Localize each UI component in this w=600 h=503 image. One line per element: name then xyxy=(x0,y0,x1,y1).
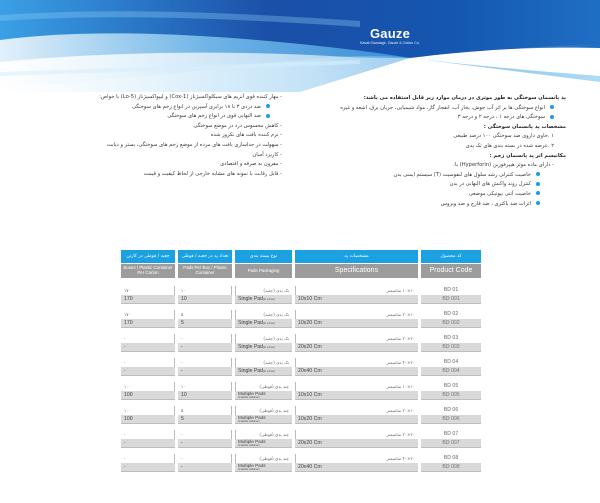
table-row xyxy=(121,430,484,448)
table-body xyxy=(121,286,484,472)
cell-pads: ۱۰ 10 xyxy=(178,382,232,400)
cell-packaging: تک پدی (جعبه) Single Pad(in a box) xyxy=(235,310,292,328)
cell-product-code: BD 01 BD 001 xyxy=(421,286,481,304)
wave-background xyxy=(0,0,600,92)
header-packaging: نوع بسته بندی Pads Packaging xyxy=(235,250,292,278)
property-item: - کاربرد آسان xyxy=(252,151,282,158)
cell-product-code: BD 08 BD 008 xyxy=(421,454,481,472)
spec-item: ۲ .عرضه شده در بسته بندی های تک پدی xyxy=(465,142,554,149)
bullet-icon xyxy=(266,114,270,118)
cell-product-code: BD 05 BD 005 xyxy=(421,382,481,400)
usage-item: سوختگی های درجه ۱ ، درجه ۲ و درجه ۳ xyxy=(276,113,566,123)
cell-specification: ۱۰×۱۰ سانتیمتر 10x10 Cm xyxy=(295,382,418,400)
table-row xyxy=(121,286,484,304)
specs-title: مشخصات پد پانسمان سوختگی : xyxy=(483,123,566,130)
usage-item: انواع سوختگی ها بر اثر آب جوش، بخار آب، انفجار گاز، مواد شیمیایی، جریان برق، اشعه و غیره xyxy=(276,104,566,114)
cell-pads: ۱۰ 10 xyxy=(178,286,232,304)
bullet-icon xyxy=(536,191,540,195)
cell-boxes: ۱۷۰ 170 xyxy=(121,310,175,328)
cell-packaging: چند پدی (قوطی) Multiple Pads (in plastic container) xyxy=(235,382,292,400)
property-item: - نرم کننده بافت های نکروز شده xyxy=(210,132,282,139)
cell-boxes: - - xyxy=(121,454,175,472)
cell-boxes: ۱۰۰ 100 xyxy=(121,406,175,424)
cell-product-code: BD 02 BD 002 xyxy=(421,310,481,328)
mechanism-item: خاصیت کنترلی رشد سلول های لنفوسیت (T) سیستم ایمنی بدن xyxy=(276,171,566,181)
table-row xyxy=(121,454,484,472)
cell-packaging: چند پدی (قوطی) Multiple Pads (in plastic container) xyxy=(235,430,292,448)
property-item: - سهولت در جداسازی بافت های مرده از موضع زخم های سوختگی، بستر و دیابت xyxy=(106,141,282,148)
cell-boxes: ۱۷۰ 170 xyxy=(121,286,175,304)
table-row xyxy=(121,310,484,328)
header-boxes-per-carton: جعبه / قوطی در کارتن Boxes / Plastic Container Per Carton xyxy=(121,250,175,278)
usage-intro: پد پانسمان سوختگی به طور موثری در درمان موارد زیر قابل استفاده می باشد: xyxy=(363,95,566,101)
cell-specification: ۲۰×۴۰ سانتیمتر 20x40 Cm xyxy=(295,358,418,376)
cell-boxes: - - xyxy=(121,430,175,448)
cell-product-code: BD 04 BD 004 xyxy=(421,358,481,376)
header-specifications: مشخصات پد Specifications xyxy=(295,250,418,278)
spec-item: ۱ .حاوی داروی ضد سوختگی ۱۰۰ درصد طبیعی xyxy=(453,133,554,140)
mechanism-intro: - دارای ماده موثر هیپرفورین (Hyperforin) با: xyxy=(453,162,554,169)
brand xyxy=(330,26,450,45)
property-item: - قابل رقابت با نمونه های مشابه خارجی از لحاظ کیفیت و قیمت xyxy=(143,170,282,177)
property-item: - مقرون به صرفه و اقتصادی xyxy=(220,161,282,168)
cell-product-code: BD 03 BD 003 xyxy=(421,334,481,352)
product-table xyxy=(121,250,484,472)
cell-specification: ۱۰×۲۰ سانتیمتر 10x20 Cm xyxy=(295,406,418,424)
cell-specification: ۲۰×۲۰ سانتیمتر 20x20 Cm xyxy=(295,334,418,352)
brand-title: Gauze xyxy=(369,26,410,41)
properties-intro: - مهار کننده قوی آنزیم های سیکلواکسیژناز (Cox-1) و لیپواکسیژناز (Lo-5) با خواص: xyxy=(99,94,282,100)
properties-section xyxy=(12,93,282,179)
cell-pads: ۵ 5 xyxy=(178,310,232,328)
cell-pads: - - xyxy=(178,334,232,352)
table-row xyxy=(121,334,484,352)
cell-specification: ۱۰×۱۰ سانتیمتر 10x10 Cm xyxy=(295,286,418,304)
cell-boxes: - - xyxy=(121,358,175,376)
mechanism-item: اثرات ضد باکتری ، ضد قارچ و ضد ویروس xyxy=(276,200,566,210)
table-row xyxy=(121,382,484,400)
bullet-icon xyxy=(536,172,540,176)
cell-pads: - - xyxy=(178,430,232,448)
bullet-icon xyxy=(266,104,270,108)
cell-product-code: BD 07 BD 007 xyxy=(421,430,481,448)
property-subitem: ضد التهابی قوی در انواع زخم های سوختگی xyxy=(12,112,282,122)
cell-packaging: تک پدی (جعبه) Single Pad(in a box) xyxy=(235,286,292,304)
cell-specification: ۲۰×۴۰ سانتیمتر 20x40 Cm xyxy=(295,454,418,472)
cell-specification: ۲۰×۲۰ سانتیمتر 20x20 Cm xyxy=(295,430,418,448)
property-item: - کاهش محسوس درد در موضع سوختگی xyxy=(193,122,282,129)
cell-boxes: - - xyxy=(121,334,175,352)
usage-section xyxy=(276,94,566,209)
cell-pads: - - xyxy=(178,358,232,376)
cell-pads: ۵ 5 xyxy=(178,406,232,424)
bullet-icon xyxy=(550,115,554,119)
table-row xyxy=(121,406,484,424)
cell-pads: - - xyxy=(178,454,232,472)
cell-product-code: BD 06 BD 006 xyxy=(421,406,481,424)
cell-specification: ۱۰×۲۰ سانتیمتر 10x20 Cm xyxy=(295,310,418,328)
table-header xyxy=(121,250,484,278)
mechanism-title: مکانیسم اثر پد پانسمان زخم : xyxy=(489,152,566,159)
bullet-icon xyxy=(536,201,540,205)
cell-packaging: تک پدی (جعبه) Single Pad(in a box) xyxy=(235,334,292,352)
header-banner xyxy=(0,0,600,92)
header-pads-per-box: تعداد پد در جعبه / قوطی Pads Per Box / Plastic Container xyxy=(178,250,232,278)
brand-subtitle: Kavah Bandage, Gauze & Cotton Co. xyxy=(360,41,420,45)
cell-boxes: ۱۰۰ 100 xyxy=(121,382,175,400)
bullet-icon xyxy=(550,105,554,109)
mechanism-item: خاصیت آنتی بیوتیکی موضعی xyxy=(276,190,566,200)
cell-packaging: تک پدی (جعبه) Single Pad(in a box) xyxy=(235,358,292,376)
bullet-icon xyxy=(536,182,540,186)
cell-packaging: چند پدی (قوطی) Multiple Pads (in plastic container) xyxy=(235,406,292,424)
mechanism-item: کنترل روند واکنش های التهابی در بدن xyxy=(276,180,566,190)
property-subitem: ضد دردی ۳ تا ۱۸ برابری آسپرین در انواع زخم های سوختگی xyxy=(12,103,282,113)
cell-packaging: چند پدی (قوطی) Multiple Pads (in plastic container) xyxy=(235,454,292,472)
header-product-code: کد محصول Product Code xyxy=(421,250,481,278)
table-row xyxy=(121,358,484,376)
